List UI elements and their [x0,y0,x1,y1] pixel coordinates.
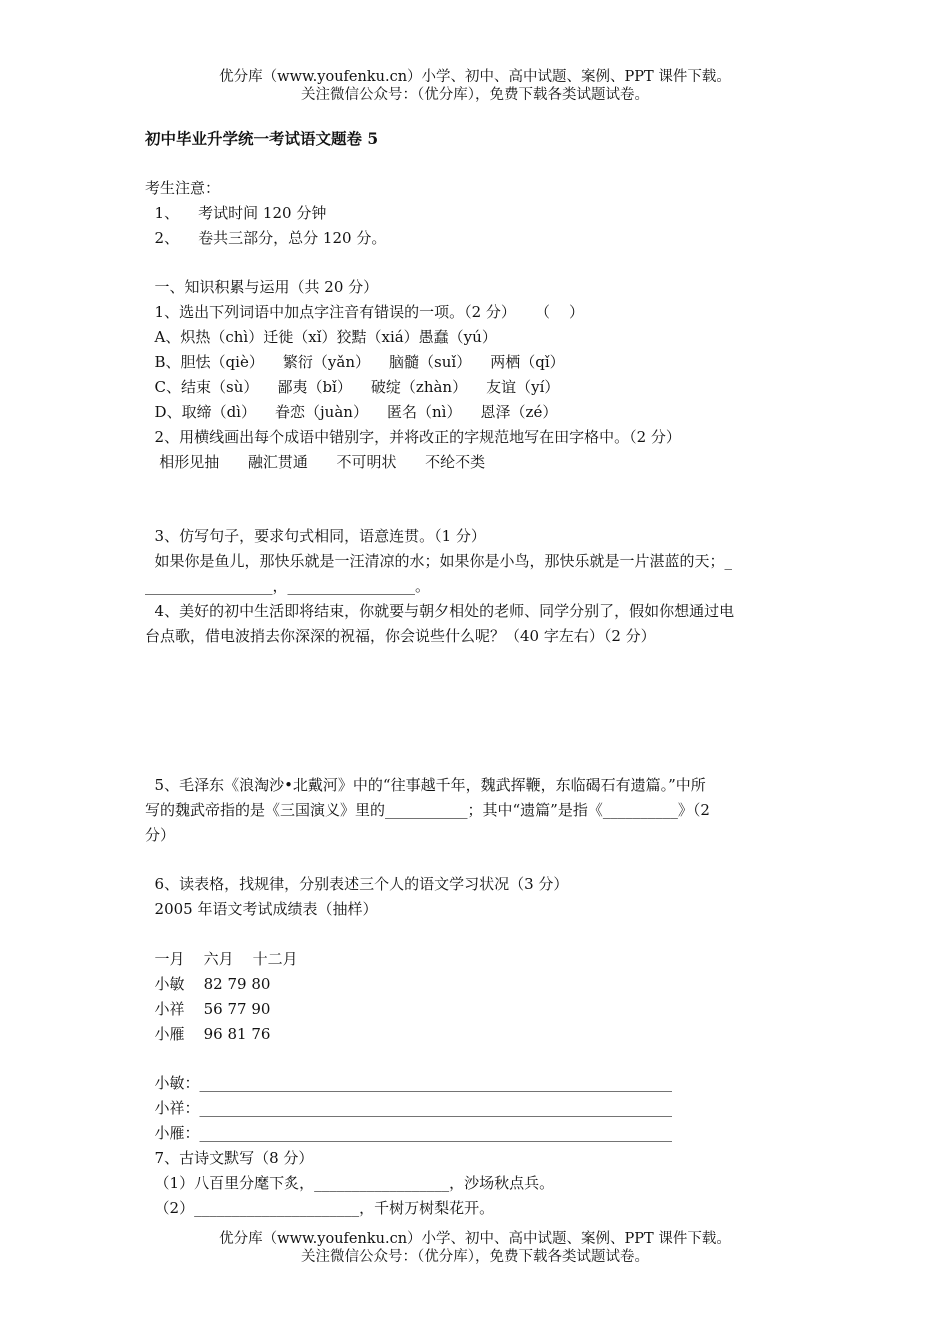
question-2: 2、用横线画出每个成语中错别字，并将改正的字规范地写在田字格中。（2 分） [145,428,681,446]
table-row: 小雁 96 81 76 [145,1025,271,1043]
question-3-text: 如果你是鱼儿，那快乐就是一汪清凉的水；如果你是小鸟，那快乐就是一片湛蓝的天；_ [145,552,733,570]
question-7: 7、古诗文默写（8 分） [145,1149,314,1167]
table-header: 一月 六月 十二月 [145,950,298,968]
question-5: 5、毛泽东《浪淘沙•北戴河》中的“往事越千年，魏武挥鞭，东临碣石有遗篇。”中所 [145,776,706,794]
table-row: 小祥 56 77 90 [145,1000,271,1018]
footer-line-1: 优分库（www.youfenku.cn）小学、初中、高中试题、案例、PPT 课件下载。 [219,1231,731,1247]
option-d: D、取缔（dì） 眷恋（juàn） 匿名（nì） 恩泽（zé） [145,403,558,421]
question-4-cont: 台点歌，借电波捎去你深深的祝福，你会说些什么呢？（40 字左右）（2 分） [145,627,656,645]
question-4: 4、美好的初中生活即将结束，你就要与朝夕相处的老师、同学分别了，假如你想通过电 [145,602,735,620]
page-title: 初中毕业升学统一考试语文题卷 5 [145,129,379,148]
option-a: A、炽热（chì）迁徙（xǐ）狡黠（xiá）愚蠢（yú） [145,328,497,346]
answer-line: 小祥：_______________________________________________________________ [145,1099,673,1117]
question-6: 6、读表格，找规律，分别表述三个人的语文学习状况（3 分） [145,875,569,893]
question-7-1: （1）八百里分麾下炙，__________________，沙场秋点兵。 [145,1174,555,1192]
option-c: C、结束（sù） 鄙夷（bǐ） 破绽（zhàn） 友谊（yí） [145,378,560,396]
notice-item: 1、 考试时间 120 分钟 [145,204,327,222]
question-7-2: （2）______________________，千树万树梨花开。 [145,1199,495,1217]
idiom-list: 相形见抽 融汇贯通 不可明状 不纶不类 [145,453,486,471]
table-row: 小敏 82 79 80 [145,975,271,993]
question-1: 1、选出下列词语中加点字注音有错误的一项。（2 分） （ ） [145,303,585,321]
section-heading: 一、知识积累与运用（共 20 分） [145,278,379,296]
question-3-blanks: _________________，_________________。 [145,577,431,595]
table-caption: 2005 年语文考试成绩表（抽样） [145,900,378,918]
footer-line-2: 关注微信公众号：（优分库），免费下载各类试题试卷。 [301,1249,649,1265]
question-5-cont: 分） [145,826,176,844]
option-b: B、胆怯（qiè） 繁衍（yǎn） 脑髓（suǐ） 两栖（qǐ） [145,353,565,371]
notice-heading: 考生注意： [145,179,221,197]
question-5-cont: 写的魏武帝指的是《三国演义》里的___________；其中“遗篇”是指《__________》（2 [145,801,710,819]
header-line-1: 优分库（www.youfenku.cn）小学、初中、高中试题、案例、PPT 课件下载。 [219,69,731,85]
notice-item: 2、 卷共三部分，总分 120 分。 [145,229,387,247]
header-line-2: 关注微信公众号：（优分库），免费下载各类试题试卷。 [301,87,649,103]
question-3: 3、仿写句子，要求句式相同，语意连贯。（1 分） [145,527,486,545]
answer-line: 小雁：_______________________________________________________________ [145,1124,673,1142]
answer-line: 小敏：_______________________________________________________________ [145,1074,673,1092]
